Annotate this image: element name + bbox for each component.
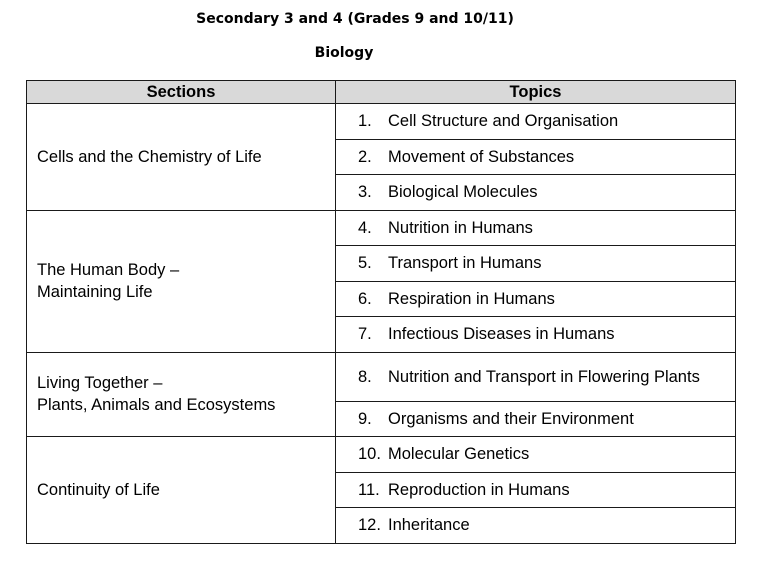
topic-cell	[336, 246, 736, 282]
section-label-continued: Plants, Animals and Ecosystems	[37, 396, 276, 415]
topic-number: 11.	[358, 480, 380, 499]
table-row	[27, 104, 736, 140]
syllabus-table	[26, 80, 736, 544]
topic-label: Nutrition in Humans	[388, 218, 533, 237]
topic-label: Transport in Humans	[388, 254, 542, 273]
topics-header: Topics	[336, 81, 736, 104]
subject-title: Biology	[314, 45, 374, 61]
topic-cell	[336, 281, 736, 317]
topic-label: Cell Structure and Organisation	[388, 112, 619, 131]
topic-number: 5.	[358, 254, 372, 273]
section-label: Living Together –	[37, 374, 163, 393]
topic-cell	[336, 352, 736, 401]
table-row	[27, 437, 736, 473]
topic-label: Nutrition and Transport in Flowering Plants	[388, 367, 700, 386]
topic-cell	[336, 401, 736, 437]
topic-cell	[336, 175, 736, 211]
section-cell	[27, 437, 336, 544]
topic-label: Biological Molecules	[388, 183, 538, 202]
topic-cell	[336, 210, 736, 246]
topic-cell	[336, 317, 736, 353]
topic-cell	[336, 437, 736, 473]
table-row	[27, 210, 736, 246]
sections-header: Sections	[27, 81, 336, 104]
topic-number: 6.	[358, 289, 372, 308]
topic-cell	[336, 508, 736, 544]
topic-cell	[336, 472, 736, 508]
topic-number: 10.	[358, 445, 381, 464]
section-label-continued: Maintaining Life	[37, 283, 153, 301]
topic-number: 12.	[358, 516, 381, 535]
section-label: The Human Body –	[37, 261, 180, 279]
topic-number: 8.	[358, 367, 372, 386]
topic-label: Respiration in Humans	[388, 289, 555, 308]
topic-label: Infectious Diseases in Humans	[388, 325, 615, 344]
topic-number: 9.	[358, 409, 372, 428]
section-cell	[27, 104, 336, 211]
topic-cell	[336, 104, 736, 140]
topic-label: Inheritance	[388, 516, 470, 535]
section-label: Continuity of Life	[37, 480, 160, 499]
topic-cell	[336, 139, 736, 175]
section-cell	[27, 352, 336, 437]
header-row	[27, 81, 736, 104]
topic-number: 2.	[358, 147, 372, 166]
section-label: Cells and the Chemistry of Life	[37, 147, 262, 166]
topic-number: 1.	[358, 112, 372, 131]
topic-number: 7.	[358, 325, 372, 344]
document-title: Secondary 3 and 4 (Grades 9 and 10/11)	[196, 11, 514, 27]
topic-label: Organisms and their Environment	[388, 409, 634, 428]
topic-label: Movement of Substances	[388, 147, 575, 166]
topic-number: 4.	[358, 218, 372, 237]
topic-number: 3.	[358, 183, 372, 202]
topic-label: Molecular Genetics	[388, 445, 530, 464]
table-row	[27, 352, 736, 401]
topic-label: Reproduction in Humans	[388, 480, 570, 499]
section-cell	[27, 210, 336, 352]
